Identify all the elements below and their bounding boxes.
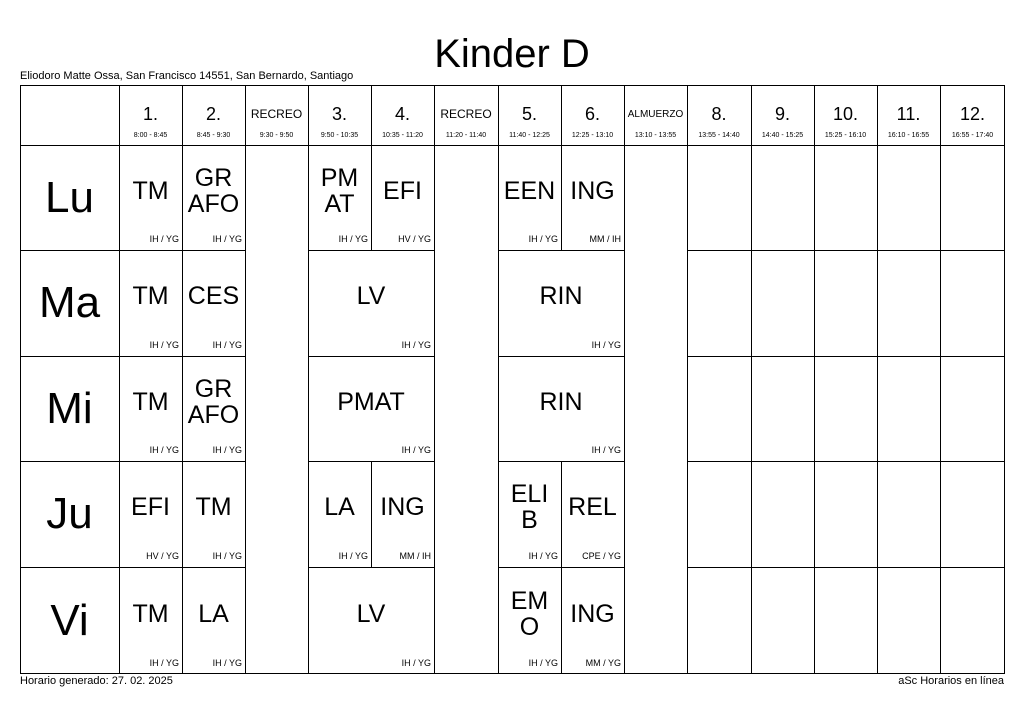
grid-line-vertical	[624, 567, 625, 674]
grid-line-vertical	[119, 356, 120, 461]
grid-line-vertical	[561, 85, 562, 145]
lesson-subject-text: LV	[356, 282, 386, 310]
grid-line-vertical	[814, 461, 815, 567]
lesson-teachers: IH / YG	[591, 445, 621, 455]
column-header-label: 12.	[959, 104, 986, 124]
lesson-teachers: IH / YG	[401, 445, 431, 455]
lesson-cell[interactable]	[498, 461, 561, 567]
lesson-subject	[308, 356, 434, 447]
grid-line-vertical	[624, 145, 625, 250]
lesson-cell[interactable]	[182, 356, 245, 461]
column-header-time: 10:35 - 11:20	[382, 132, 423, 139]
column-header	[182, 85, 245, 145]
day-label-cell	[20, 461, 119, 567]
grid-line-vertical	[434, 461, 435, 567]
lesson-subject-text: TM	[132, 387, 169, 416]
lesson-teachers: IH / YG	[212, 445, 242, 455]
lesson-teachers: MM / YG	[585, 658, 621, 668]
lesson-teachers: HV / YG	[146, 551, 179, 561]
lesson-cell[interactable]	[308, 356, 434, 461]
lesson-subject-text: TM	[132, 282, 169, 310]
column-header	[877, 85, 940, 145]
grid-line-vertical	[245, 461, 246, 567]
grid-line-vertical	[814, 356, 815, 461]
lesson-subject-text: PMAT	[337, 387, 405, 416]
lesson-subject	[119, 356, 182, 447]
column-header-label: 10.	[832, 104, 859, 124]
lesson-teachers: IH / YG	[528, 658, 558, 668]
lesson-subject-text: RIN	[539, 387, 583, 416]
grid-line-vertical	[498, 567, 499, 674]
column-header-time: 11:40 - 12:25	[509, 132, 550, 139]
lesson-teachers: MM / IH	[399, 551, 431, 561]
lesson-teachers: HV / YG	[398, 234, 431, 244]
grid-line-vertical	[308, 250, 309, 356]
grid-line-vertical	[182, 567, 183, 674]
lesson-cell[interactable]	[119, 461, 182, 567]
grid-line-vertical	[624, 250, 625, 356]
grid-line-vertical	[308, 567, 309, 674]
grid-line-vertical	[687, 250, 688, 356]
lesson-subject-text: LA	[198, 599, 229, 628]
column-header-label: RECREO	[440, 107, 492, 121]
lesson-cell[interactable]	[498, 356, 624, 461]
grid-line-vertical	[119, 145, 120, 250]
grid-line-vertical	[877, 250, 878, 356]
grid-line-vertical	[245, 250, 246, 356]
lesson-subject-text: CES	[187, 282, 240, 310]
day-label-cell	[20, 250, 119, 356]
day-label: Lu	[45, 172, 94, 222]
lesson-subject	[308, 567, 434, 660]
column-header	[245, 85, 308, 145]
lesson-cell[interactable]	[498, 567, 561, 674]
column-header-label: 8.	[711, 104, 727, 124]
day-label: Ma	[38, 278, 101, 327]
lesson-subject-text: ING	[570, 599, 615, 628]
grid-line-vertical	[751, 567, 752, 674]
school-address: Eliodoro Matte Ossa, San Francisco 14551, San Bernardo, Santiago	[20, 70, 354, 82]
grid-line-vertical	[877, 85, 878, 145]
column-header	[119, 85, 182, 145]
grid-line-vertical	[561, 145, 562, 250]
grid-line-horizontal	[498, 356, 624, 357]
grid-line-vertical	[119, 461, 120, 567]
lesson-subject-text: LA	[324, 493, 355, 521]
grid-line-vertical	[371, 145, 372, 250]
lesson-cell[interactable]	[561, 145, 624, 250]
lesson-subject	[498, 356, 624, 447]
grid-line-vertical	[814, 250, 815, 356]
column-header-time: 9:30 - 9:50	[259, 132, 294, 139]
grid-line-vertical	[561, 461, 562, 567]
column-header-time: 8:45 - 9:30	[196, 132, 231, 139]
column-header	[624, 85, 687, 145]
lesson-cell[interactable]	[308, 461, 371, 567]
grid-line-vertical	[119, 567, 120, 674]
grid-line-vertical	[498, 461, 499, 567]
grid-line-vertical	[814, 145, 815, 250]
column-header-time: 8:00 - 8:45	[133, 132, 168, 139]
grid-line-vertical	[308, 145, 309, 250]
column-header-label: 2.	[205, 104, 221, 124]
lesson-cell[interactable]	[371, 145, 434, 250]
lesson-cell[interactable]	[561, 461, 624, 567]
grid-line-vertical	[751, 461, 752, 567]
lesson-cell[interactable]	[371, 461, 434, 567]
lesson-cell[interactable]	[182, 567, 245, 674]
grid-line-vertical	[940, 567, 941, 674]
lesson-subject	[119, 145, 182, 236]
lesson-subject-text: TM	[132, 599, 169, 628]
lesson-subject	[182, 461, 245, 553]
lesson-cell[interactable]	[182, 461, 245, 567]
column-header-label: 4.	[394, 104, 410, 124]
column-header-label: RECREO	[250, 107, 303, 121]
lesson-subject	[561, 567, 624, 660]
lesson-teachers: IH / YG	[338, 234, 368, 244]
lesson-subject-text: LV	[356, 599, 386, 628]
grid-line-vertical	[182, 356, 183, 461]
lesson-subject	[498, 461, 561, 553]
grid-line-vertical	[434, 250, 435, 356]
lesson-teachers: IH / YG	[149, 658, 179, 668]
column-header-time: 9:50 - 10:35	[320, 132, 359, 139]
grid-line-vertical	[624, 461, 625, 567]
lesson-teachers: IH / YG	[212, 234, 242, 244]
timetable-grid	[20, 85, 1005, 674]
lesson-subject	[308, 250, 434, 342]
lesson-teachers: IH / YG	[212, 658, 242, 668]
grid-line-vertical	[687, 461, 688, 567]
corner-cell	[20, 85, 119, 145]
grid-line-vertical	[687, 85, 688, 145]
lesson-cell[interactable]	[119, 567, 182, 674]
lesson-cell[interactable]	[119, 356, 182, 461]
grid-line-vertical	[434, 356, 435, 461]
grid-line-vertical	[814, 85, 815, 145]
column-header	[687, 85, 751, 145]
lesson-subject	[182, 250, 245, 342]
grid-line-vertical	[751, 85, 752, 145]
column-header	[814, 85, 877, 145]
lesson-cell[interactable]	[498, 250, 624, 356]
grid-line-vertical	[182, 250, 183, 356]
column-header-time: 15:25 - 16:10	[824, 132, 867, 139]
lesson-subject	[182, 145, 245, 236]
grid-line-vertical	[751, 145, 752, 250]
lesson-cell[interactable]	[308, 250, 434, 356]
grid-line-vertical	[434, 567, 435, 674]
lesson-subject	[561, 461, 624, 553]
lesson-cell[interactable]	[182, 145, 245, 250]
day-label: Mi	[46, 383, 93, 433]
lesson-subject-text: PMAT	[320, 163, 359, 218]
lesson-cell[interactable]	[119, 250, 182, 356]
grid-line-horizontal	[687, 461, 1005, 462]
lesson-subject-text: EFI	[383, 176, 422, 205]
grid-line-vertical	[119, 250, 120, 356]
lesson-subject-text: EEN	[503, 176, 556, 205]
column-header-label: 1.	[142, 104, 158, 124]
lesson-subject-text: ING	[570, 176, 615, 205]
lesson-subject	[119, 250, 182, 342]
day-label-cell	[20, 356, 119, 461]
lesson-cell[interactable]	[561, 567, 624, 674]
grid-line-horizontal	[20, 356, 245, 357]
grid-line-vertical	[119, 85, 120, 145]
grid-line-vertical	[877, 145, 878, 250]
grid-line-horizontal	[308, 567, 434, 568]
lesson-subject	[498, 250, 624, 342]
grid-line-horizontal	[20, 567, 245, 568]
column-header	[434, 85, 498, 145]
grid-line-vertical	[498, 85, 499, 145]
lesson-subject	[308, 461, 371, 553]
day-label-cell	[20, 567, 119, 674]
grid-line-vertical	[624, 356, 625, 461]
column-header-time: 12:25 - 13:10	[571, 132, 614, 139]
lesson-cell[interactable]	[182, 250, 245, 356]
grid-line-vertical	[434, 145, 435, 250]
grid-line-horizontal	[308, 356, 434, 357]
generated-date: Horario generado: 27. 02. 2025	[20, 675, 173, 687]
lesson-teachers: IH / YG	[212, 340, 242, 350]
grid-line-vertical	[308, 356, 309, 461]
grid-line-vertical	[245, 567, 246, 674]
column-header-label: 9.	[774, 104, 790, 124]
lesson-subject-text: GRAFO	[187, 163, 240, 218]
grid-line-vertical	[182, 145, 183, 250]
column-header-time: 13:55 - 14:40	[698, 132, 740, 139]
grid-line-horizontal	[687, 356, 1005, 357]
grid-line-vertical	[687, 145, 688, 250]
grid-line-horizontal	[20, 461, 245, 462]
lesson-subject-text: TM	[195, 493, 232, 521]
lesson-teachers: MM / IH	[589, 234, 621, 244]
grid-line-vertical	[751, 356, 752, 461]
grid-line-vertical	[814, 567, 815, 674]
lesson-teachers: IH / YG	[401, 658, 431, 668]
column-header	[371, 85, 434, 145]
lesson-subject-text: EMO	[510, 586, 549, 641]
lesson-subject	[498, 145, 561, 236]
grid-line-horizontal	[687, 567, 1005, 568]
column-header-label: ALMUERZO	[627, 109, 684, 120]
lesson-subject-text: TM	[132, 176, 169, 205]
column-header-label: 5.	[521, 104, 537, 124]
column-header-label: 3.	[331, 104, 347, 124]
lesson-teachers: IH / YG	[212, 551, 242, 561]
column-header-time: 14:40 - 15:25	[761, 132, 804, 139]
grid-line-vertical	[940, 85, 941, 145]
grid-line-vertical	[498, 145, 499, 250]
column-header	[940, 85, 1005, 145]
grid-line-horizontal	[498, 250, 624, 251]
lesson-subject-text: REL	[568, 493, 617, 521]
lesson-subject-text: RIN	[539, 282, 583, 310]
grid-line-vertical	[434, 85, 435, 145]
grid-line-vertical	[371, 461, 372, 567]
lesson-teachers: IH / YG	[149, 445, 179, 455]
day-label: Vi	[50, 595, 89, 645]
column-header	[561, 85, 624, 145]
grid-line-vertical	[308, 461, 309, 567]
lesson-teachers: CPE / YG	[582, 551, 621, 561]
grid-line-vertical	[687, 356, 688, 461]
lesson-subject-text: ELIB	[510, 480, 549, 534]
grid-line-vertical	[940, 250, 941, 356]
grid-line-horizontal	[20, 250, 245, 251]
column-header	[498, 85, 561, 145]
day-label-cell	[20, 145, 119, 250]
grid-line-horizontal	[308, 250, 434, 251]
lesson-teachers: IH / YG	[338, 551, 368, 561]
grid-line-vertical	[561, 567, 562, 674]
column-header-label: 6.	[584, 104, 600, 124]
grid-line-vertical	[940, 356, 941, 461]
grid-line-vertical	[245, 85, 246, 145]
grid-line-vertical	[877, 356, 878, 461]
grid-line-horizontal	[687, 250, 1005, 251]
lesson-subject-text: EFI	[131, 493, 170, 521]
day-label: Ju	[46, 489, 93, 538]
lesson-subject	[182, 356, 245, 447]
grid-line-vertical	[308, 85, 309, 145]
lesson-subject	[498, 567, 561, 660]
lesson-subject	[182, 567, 245, 660]
lesson-subject	[119, 461, 182, 553]
lesson-cell[interactable]	[308, 145, 371, 250]
page-title: Kinder D	[434, 32, 590, 76]
column-header	[308, 85, 371, 145]
lesson-cell[interactable]	[498, 145, 561, 250]
column-header-label: 11.	[896, 104, 921, 124]
column-header	[751, 85, 814, 145]
lesson-subject	[119, 567, 182, 660]
lesson-cell[interactable]	[308, 567, 434, 674]
grid-line-vertical	[245, 356, 246, 461]
lesson-teachers: IH / YG	[528, 234, 558, 244]
grid-line-vertical	[624, 85, 625, 145]
lesson-teachers: IH / YG	[149, 234, 179, 244]
lesson-subject-text: ING	[380, 493, 425, 521]
grid-line-vertical	[498, 356, 499, 461]
lesson-teachers: IH / YG	[149, 340, 179, 350]
brand-label: aSc Horarios en línea	[898, 675, 1004, 687]
lesson-cell[interactable]	[119, 145, 182, 250]
lesson-subject-text: GRAFO	[187, 374, 240, 429]
grid-line-horizontal	[20, 145, 1005, 146]
grid-line-vertical	[877, 461, 878, 567]
grid-line-vertical	[182, 461, 183, 567]
lesson-teachers: IH / YG	[401, 340, 431, 350]
lesson-subject	[371, 145, 434, 236]
lesson-teachers: IH / YG	[591, 340, 621, 350]
lesson-teachers: IH / YG	[528, 551, 558, 561]
grid-line-vertical	[245, 145, 246, 250]
grid-line-vertical	[498, 250, 499, 356]
grid-line-vertical	[751, 250, 752, 356]
column-header-time: 11:20 - 11:40	[445, 132, 487, 139]
grid-line-vertical	[687, 567, 688, 674]
lesson-subject	[371, 461, 434, 553]
column-header-time: 13:10 - 13:55	[634, 132, 677, 139]
grid-line-vertical	[182, 85, 183, 145]
grid-line-vertical	[940, 145, 941, 250]
lesson-subject	[561, 145, 624, 236]
grid-line-vertical	[877, 567, 878, 674]
lesson-subject	[308, 145, 371, 236]
grid-line-vertical	[940, 461, 941, 567]
grid-line-vertical	[371, 85, 372, 145]
column-header-time: 16:10 - 16:55	[887, 132, 930, 139]
column-header-time: 16:55 - 17:40	[951, 132, 994, 139]
